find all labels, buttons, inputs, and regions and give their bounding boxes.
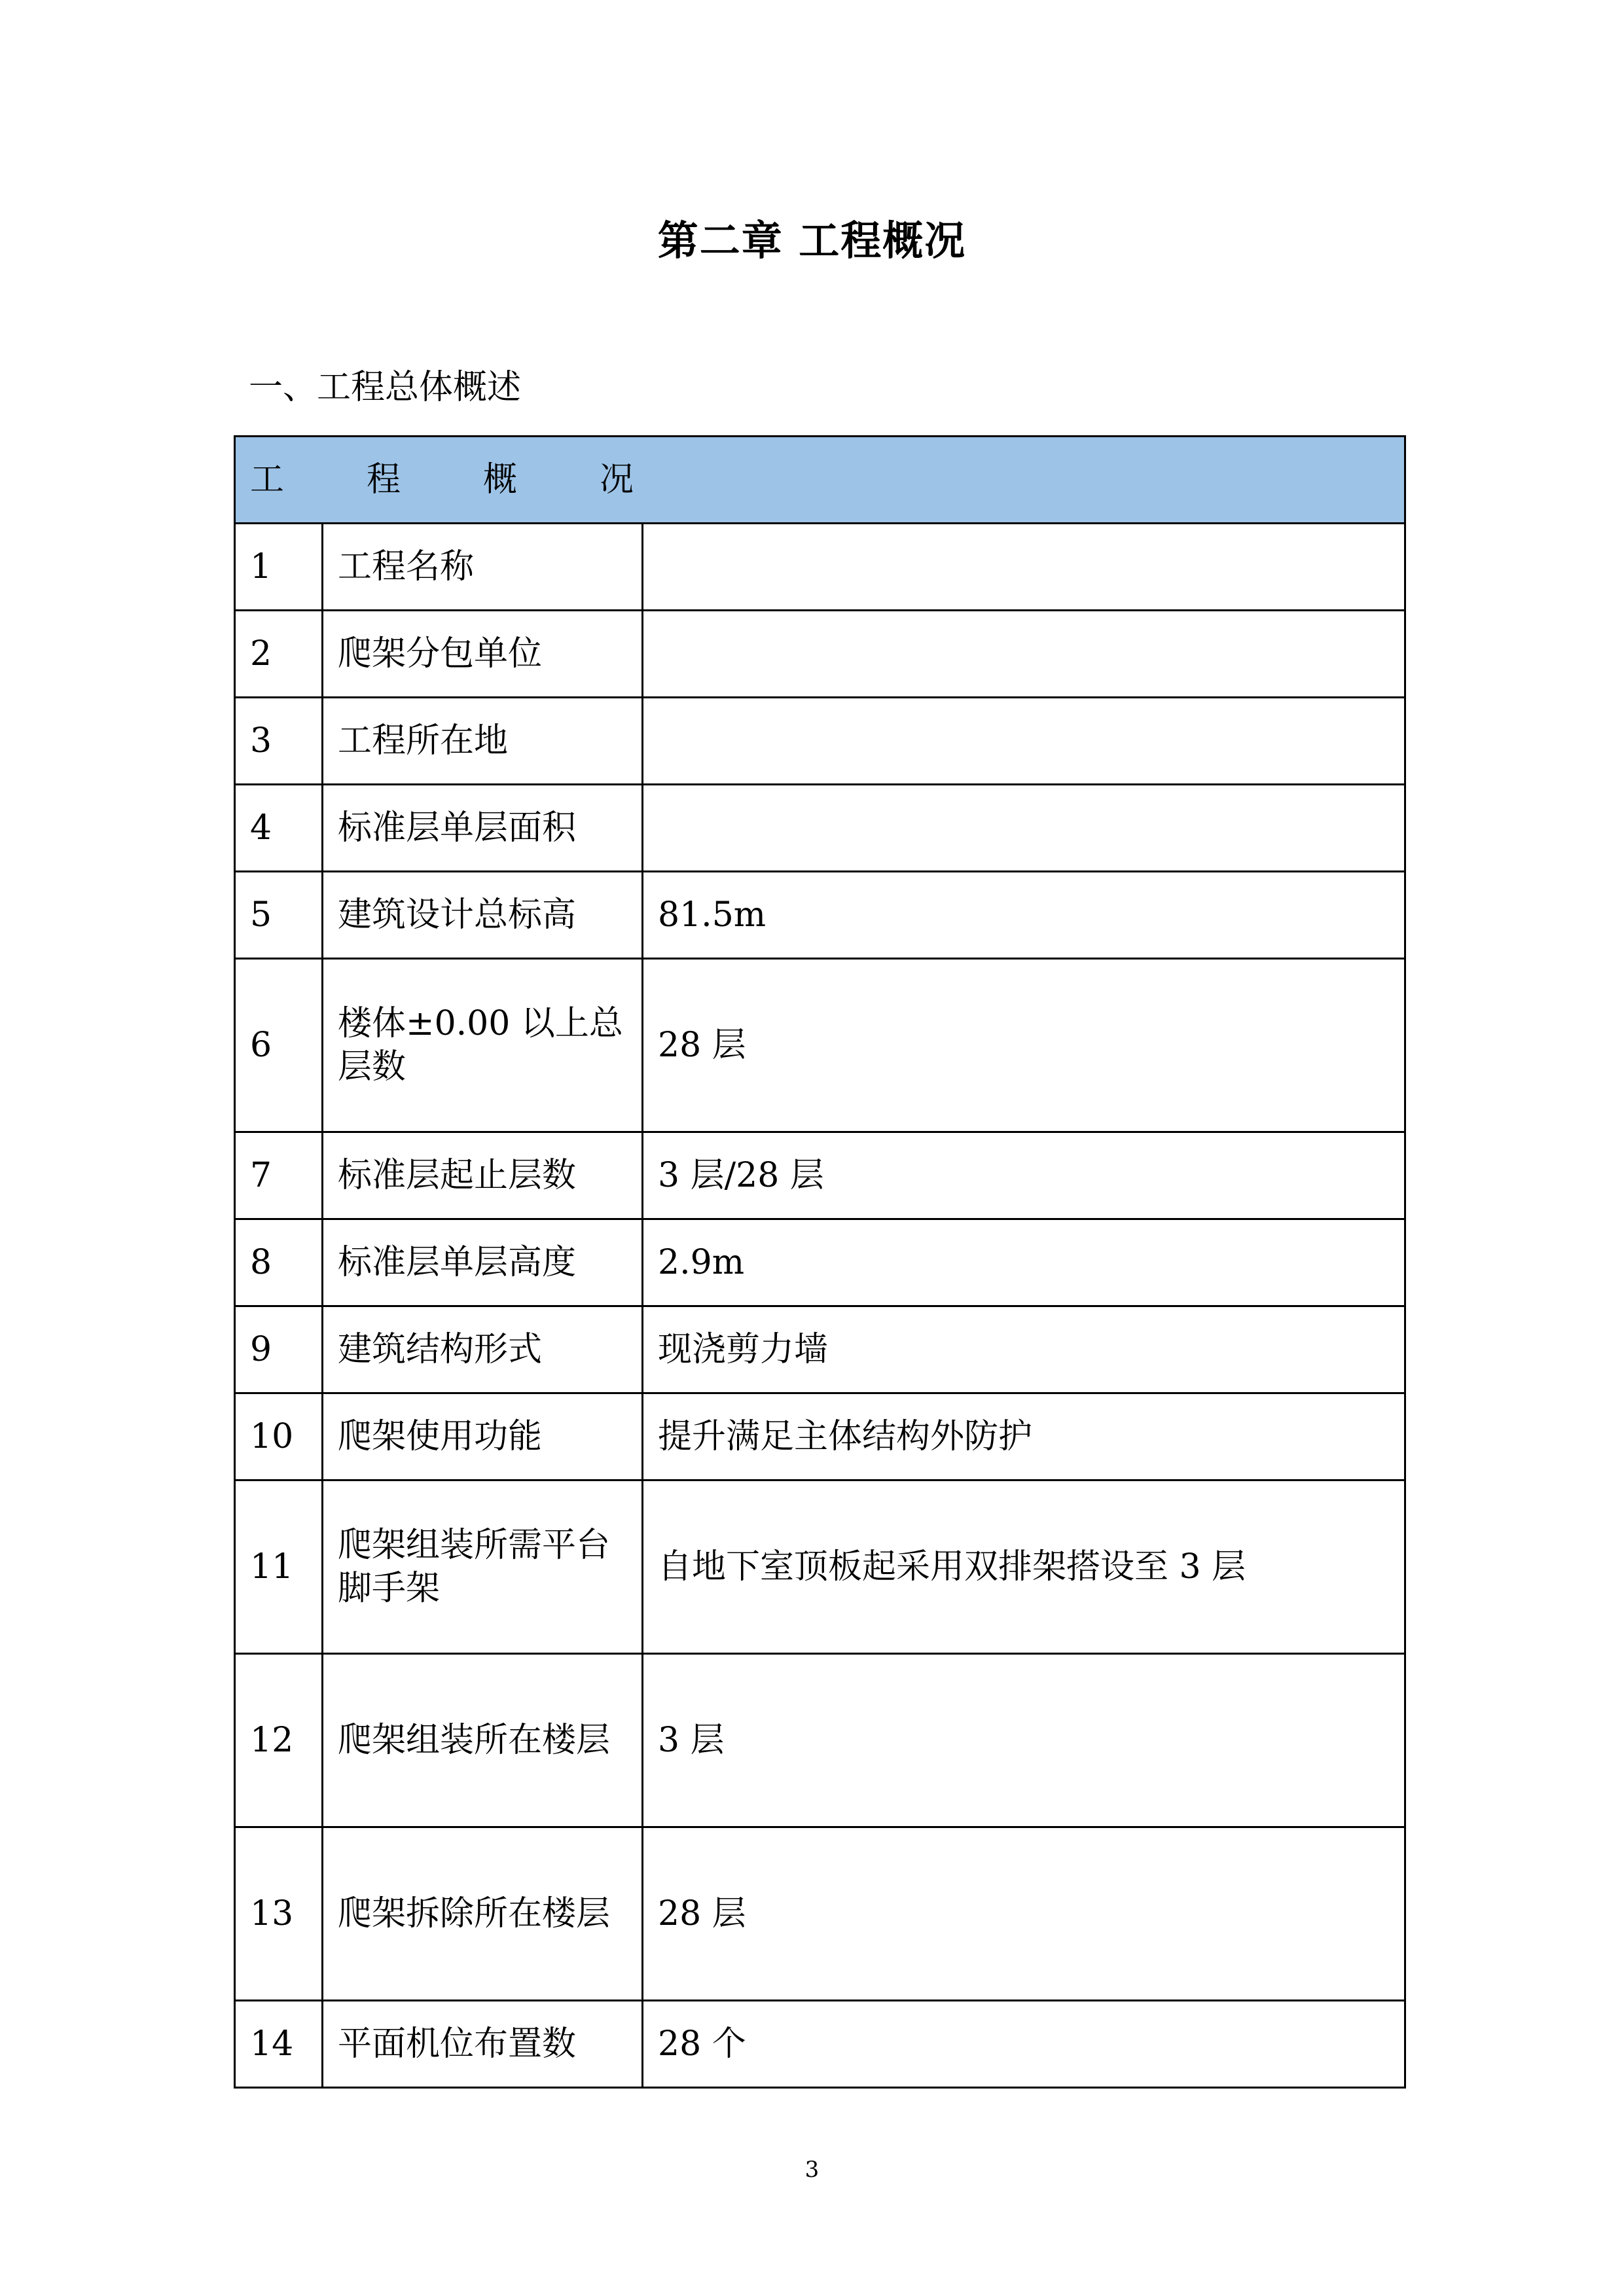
row-value: 28 层 — [643, 1827, 1405, 2001]
row-value — [643, 524, 1405, 611]
row-value: 81.5m — [643, 872, 1405, 959]
row-value: 3 层 — [643, 1654, 1405, 1827]
row-number: 6 — [235, 959, 323, 1132]
page-title: 第二章 工程概况 — [657, 217, 967, 264]
table-row — [235, 1827, 1405, 2001]
table-row — [235, 1654, 1405, 1827]
row-number: 2 — [235, 611, 323, 698]
row-number: 13 — [235, 1827, 323, 2001]
header-char: 程 — [367, 460, 401, 499]
row-number: 5 — [235, 872, 323, 959]
row-value: 现浇剪力墙 — [643, 1306, 1405, 1393]
project-overview-table — [234, 435, 1406, 2089]
row-label: 建筑结构形式 — [323, 1306, 643, 1393]
row-number: 4 — [235, 785, 323, 872]
table-header-cell — [235, 437, 1405, 524]
row-number: 1 — [235, 524, 323, 611]
table-row — [235, 524, 1405, 611]
section-heading: 一、工程总体概述 — [249, 368, 522, 407]
header-char: 况 — [600, 460, 634, 499]
row-number: 3 — [235, 698, 323, 785]
row-value — [643, 611, 1405, 698]
row-value: 28 个 — [643, 2001, 1405, 2088]
row-label: 标准层单层面积 — [323, 785, 643, 872]
table-row — [235, 698, 1405, 785]
row-number: 11 — [235, 1480, 323, 1654]
row-value — [643, 785, 1405, 872]
row-label: 标准层起止层数 — [323, 1132, 643, 1219]
page-number: 3 — [804, 2157, 820, 2183]
row-value: 2.9m — [643, 1219, 1405, 1306]
table-row — [235, 1480, 1405, 1654]
row-number: 7 — [235, 1132, 323, 1219]
table-row — [235, 1132, 1405, 1219]
row-label: 爬架分包单位 — [323, 611, 643, 698]
row-value: 3 层/28 层 — [643, 1132, 1405, 1219]
table-row — [235, 1219, 1405, 1306]
row-label: 爬架使用功能 — [323, 1393, 643, 1480]
table-row — [235, 785, 1405, 872]
table-row — [235, 611, 1405, 698]
row-label: 建筑设计总标高 — [323, 872, 643, 959]
row-value: 自地下室顶板起采用双排架搭设至 3 层 — [643, 1480, 1405, 1654]
row-value — [643, 698, 1405, 785]
table-row — [235, 1393, 1405, 1480]
row-label: 平面机位布置数 — [323, 2001, 643, 2088]
row-label: 标准层单层高度 — [323, 1219, 643, 1306]
row-label: 工程名称 — [323, 524, 643, 611]
row-label: 爬架组装所需平台脚手架 — [323, 1480, 643, 1654]
row-number: 9 — [235, 1306, 323, 1393]
table-header-row — [235, 437, 1405, 524]
row-number: 10 — [235, 1393, 323, 1480]
table-row — [235, 959, 1405, 1132]
row-label: 爬架组装所在楼层 — [323, 1654, 643, 1827]
header-char: 工 — [250, 460, 285, 499]
row-number: 14 — [235, 2001, 323, 2088]
table-row — [235, 2001, 1405, 2088]
table-row — [235, 872, 1405, 959]
table-row — [235, 1306, 1405, 1393]
row-label: 爬架拆除所在楼层 — [323, 1827, 643, 2001]
header-char: 概 — [483, 460, 518, 499]
row-label: 楼体±0.00 以上总层数 — [323, 959, 643, 1132]
row-number: 12 — [235, 1654, 323, 1827]
row-value: 28 层 — [643, 959, 1405, 1132]
row-value: 提升满足主体结构外防护 — [643, 1393, 1405, 1480]
row-label: 工程所在地 — [323, 698, 643, 785]
row-number: 8 — [235, 1219, 323, 1306]
